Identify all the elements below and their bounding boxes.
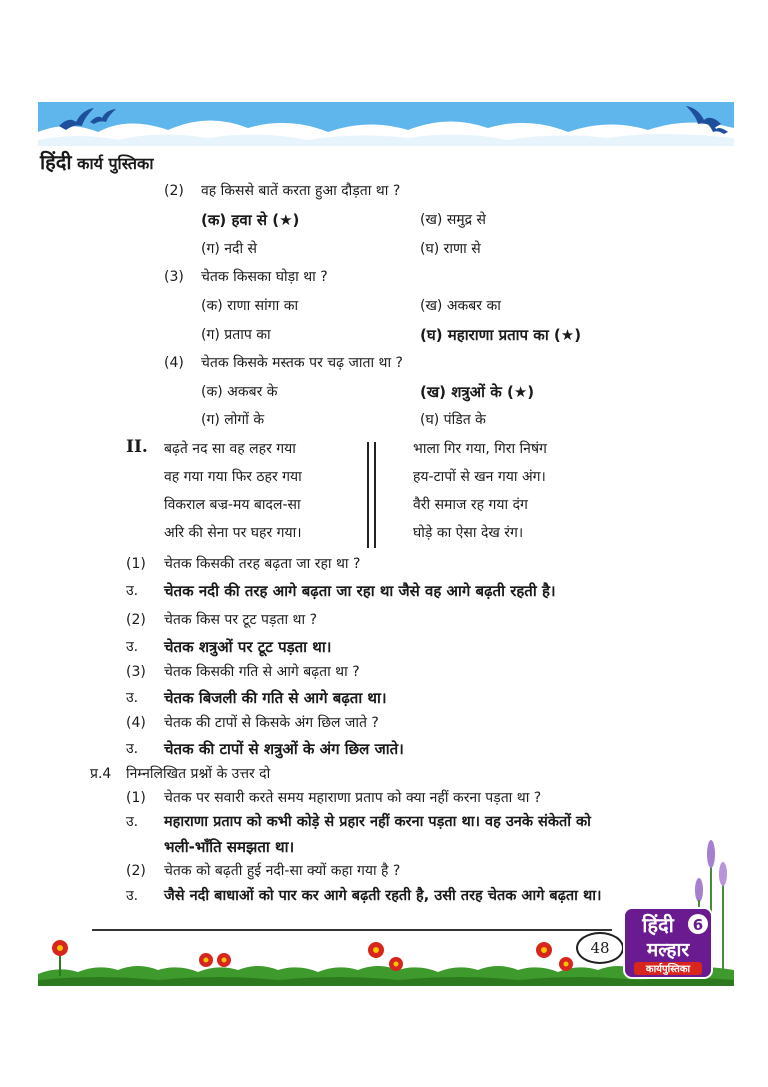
option: (घ) पंडित के bbox=[420, 412, 486, 428]
stanza-line: अरि की सेना पर घहर गया। bbox=[164, 525, 302, 541]
logo-grade: 6 bbox=[692, 916, 704, 934]
answer-text: चेतक नदी की तरह आगे बढ़ता जा रहा था जैसे वह आगे बढ़ती रहती है। bbox=[164, 582, 556, 600]
question-number: (2) bbox=[126, 863, 146, 879]
question-number: (1) bbox=[126, 790, 146, 806]
flower-icon bbox=[196, 950, 236, 978]
question-text: चेतक की टापों से किसके अंग छिल जाते ? bbox=[164, 715, 379, 731]
question-text: चेतक को बढ़ती हुई नदी-सा क्यों कहा गया है ? bbox=[164, 863, 401, 879]
stanza-line: भाला गिर गया, गिरा निषंग bbox=[413, 441, 547, 457]
question-text: चेतक पर सवारी करते समय महाराणा प्रताप को क्या नहीं करना पड़ता था ? bbox=[164, 790, 542, 806]
answer-label: उ. bbox=[126, 583, 139, 599]
answer-label: उ. bbox=[126, 639, 139, 655]
answer-text: चेतक की टापों से शत्रुओं के अंग छिल जाते। bbox=[164, 740, 404, 758]
malhar-workbook-logo bbox=[622, 906, 714, 980]
question-text: चेतक किसके मस्तक पर चढ़ जाता था ? bbox=[201, 355, 403, 371]
flower-icon bbox=[532, 940, 580, 978]
answer-label: उ. bbox=[126, 814, 139, 830]
answer-text: चेतक शत्रुओं पर टूट पड़ता था। bbox=[164, 638, 332, 656]
question-number: (1) bbox=[126, 556, 146, 572]
question-number: (4) bbox=[126, 715, 146, 731]
option: (क) राणा सांगा का bbox=[201, 298, 299, 314]
question-text: वह किससे बातें करता हुआ दौड़ता था ? bbox=[201, 183, 401, 199]
answer-text: महाराणा प्रताप को कभी कोड़े से प्रहार नहीं करना पड़ता था। वह उनके संकेतों को bbox=[164, 814, 591, 830]
stanza-line: घोड़े का ऐसा देख रंग। bbox=[413, 525, 524, 541]
logo-title: हिंदी bbox=[642, 913, 674, 937]
question-text: चेतक किस पर टूट पड़ता था ? bbox=[164, 612, 318, 628]
logo-subtitle: कार्यपुस्तिका bbox=[645, 964, 691, 975]
option-correct: (क) हवा से (★) bbox=[201, 211, 300, 229]
option: (ख) समुद्र से bbox=[420, 212, 487, 228]
option: (क) अकबर के bbox=[201, 384, 278, 400]
answer-text: भली-भाँति समझता था। bbox=[164, 838, 295, 856]
question-number: (3) bbox=[126, 664, 146, 680]
workbook-title bbox=[40, 148, 153, 175]
question-text: चेतक किसकी गति से आगे बढ़ता था ? bbox=[164, 664, 360, 680]
answer-label: उ. bbox=[126, 741, 139, 757]
section-label: प्र.4 bbox=[90, 766, 112, 782]
stanza-line: विकराल बज्र-मय बादल-सा bbox=[164, 497, 301, 513]
flower-icon bbox=[364, 940, 408, 978]
question-number: (2) bbox=[164, 183, 184, 199]
stanza-divider bbox=[367, 442, 369, 548]
answer-label: उ. bbox=[126, 888, 139, 904]
question-text: चेतक किसका घोड़ा था ? bbox=[201, 269, 328, 285]
question-number: (4) bbox=[164, 355, 184, 371]
stanza-divider bbox=[374, 442, 376, 548]
page-number: 48 bbox=[576, 932, 624, 964]
option-correct: (घ) महाराणा प्रताप का (★) bbox=[420, 326, 582, 344]
section-heading: निम्नलिखित प्रश्नों के उत्तर दो bbox=[126, 766, 271, 782]
answer-text: चेतक बिजली की गति से आगे बढ़ता था। bbox=[164, 689, 387, 707]
stanza-line: बढ़ते नद सा वह लहर गया bbox=[164, 441, 296, 457]
answer-label: उ. bbox=[126, 690, 139, 706]
bird-icon bbox=[704, 120, 730, 138]
question-text: चेतक किसकी तरह बढ़ता जा रहा था ? bbox=[164, 556, 361, 572]
option: (घ) राणा से bbox=[420, 241, 481, 257]
workbook-title-rest: कार्य पुस्तिका bbox=[71, 154, 154, 173]
option-correct: (ख) शत्रुओं के (★) bbox=[420, 383, 535, 401]
question-number: (2) bbox=[126, 612, 146, 628]
section-label: II. bbox=[126, 437, 148, 457]
stanza-line: हय-टापों से खन गया अंग। bbox=[413, 469, 546, 485]
workbook-title-hindi: हिंदी bbox=[40, 150, 72, 174]
answer-text: जैसे नदी बाधाओं को पार कर आगे बढ़ती रहती है, उसी तरह चेतक आगे बढ़ता था। bbox=[164, 888, 602, 904]
stanza-line: वैरी समाज रह गया दंग bbox=[413, 497, 528, 513]
option: (ग) प्रताप का bbox=[201, 327, 271, 343]
option: (ग) नदी से bbox=[201, 241, 258, 257]
option: (ख) अकबर का bbox=[420, 298, 501, 314]
stanza-line: वह गया गया फिर ठहर गया bbox=[164, 469, 302, 485]
header-sky-banner bbox=[38, 102, 734, 146]
question-number: (3) bbox=[164, 269, 184, 285]
logo-name: मल्हार bbox=[646, 939, 690, 961]
bird-icon bbox=[88, 108, 118, 128]
flower-icon bbox=[48, 938, 72, 978]
option: (ग) लोगों के bbox=[201, 412, 265, 428]
